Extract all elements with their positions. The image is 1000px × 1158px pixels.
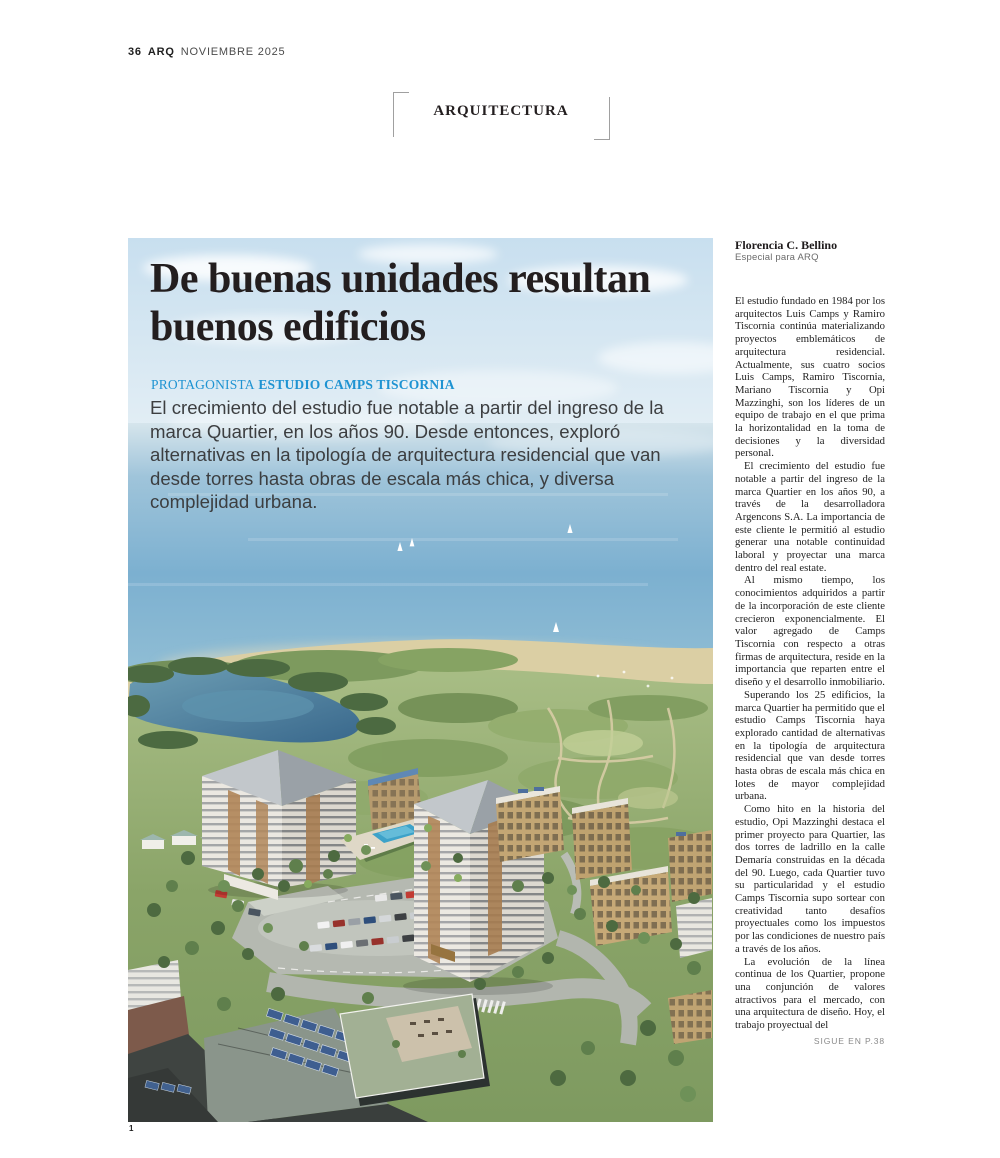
- folio-brand: ARQ: [147, 46, 175, 58]
- continuation-note: SIGUE EN P.38: [813, 1035, 885, 1046]
- folio: [128, 46, 285, 58]
- article-headline: De buenas unidades resultan buenos edificios: [150, 256, 651, 350]
- article-kicker: [151, 377, 455, 393]
- article-column: [735, 238, 885, 1046]
- byline-author: Florencia C. Bellino: [735, 238, 838, 252]
- hero-photo-illustration: [128, 238, 713, 1122]
- article-paragraph: El estudio fundado en 1984 por los arquitectos Luis Camps y Ramiro Tiscornia continúa materializando proyectos emblemáticos de arquitectura residencial. Actualmente, sus cuatro socios Luis Camps, Ramiro Tiscornia, Mariano Tiscornia y Opi Mazzinghi, son los líderes de un equipo de trabajo en el que prima la horizontalidad en la toma de decisiones y la diversidad personal.: [735, 295, 885, 460]
- hero-photo: [128, 238, 713, 1122]
- article-paragraph: Al mismo tiempo, los conocimientos adquiridos a partir de la incorporación de este cliente crecieron exponencialmente. El valor agregado de Camps Tiscornia con respecto a otras firmas de arquitectura, reside en la importancia que reparten entre el diseño y el desarrollo inmobiliario.: [735, 574, 885, 689]
- article-body: [735, 295, 885, 1032]
- article-paragraph: Superando los 25 edificios, la marca Quartier ha permitido que el estudio Camps Tiscornia haya explorado cantidad de alternativas en la tipología de arquitectura residencial que van desde torres hasta obras de escala más chica en lotes de mayor complejidad urbana.: [735, 688, 885, 803]
- folio-date: NOVIEMBRE 2025: [180, 46, 286, 58]
- article-lede: El crecimiento del estudio fue notable a partir del ingreso de la marca Quartier, en los años 90. Desde entonces, exploró alternativas en la tipología de arquitectura residencial que van desde torres hasta obras de escala más chica, y diversa complejidad urbana.: [150, 397, 664, 512]
- article-paragraph: La evolución de la línea continua de los Quartier, propone una conjunción de valores atractivos para el mercado, con una arquitectura de diseño. Hoy, el trabajo proyectual del: [735, 955, 885, 1032]
- article-paragraph: El crecimiento del estudio fue notable a partir del ingreso de la marca Quartier en los años 90, a través de la desarrolladora Argencons S.A. La importancia de este cliente le permitió al estudio generar una notable continuidad laboral y proyectar una marca dentro del real estate.: [735, 460, 885, 574]
- kicker-subject: ESTUDIO CAMPS TISCORNIA: [258, 377, 455, 392]
- folio-page-number: 36: [128, 46, 142, 58]
- kicker-label: PROTAGONISTA: [151, 377, 255, 392]
- article-paragraph: Como hito en la historia del estudio, Opi Mazzinghi destaca el primer proyecto para Quartier, las dos torres de ladrillo en la calle Demaría construidas en la década del 90. Luego, cada Quartier tuvo su particularidad y el estudio Camps Tiscornia supo sortear con creatividad tanto desafíos proyectuales como los impuestos por las condiciones de nuestro país a través de los años.: [735, 803, 885, 955]
- photo-credit-marker: 1: [129, 1124, 134, 1133]
- section-label: ARQUITECTURA: [433, 103, 569, 119]
- byline-role: Especial para ARQ: [735, 252, 819, 263]
